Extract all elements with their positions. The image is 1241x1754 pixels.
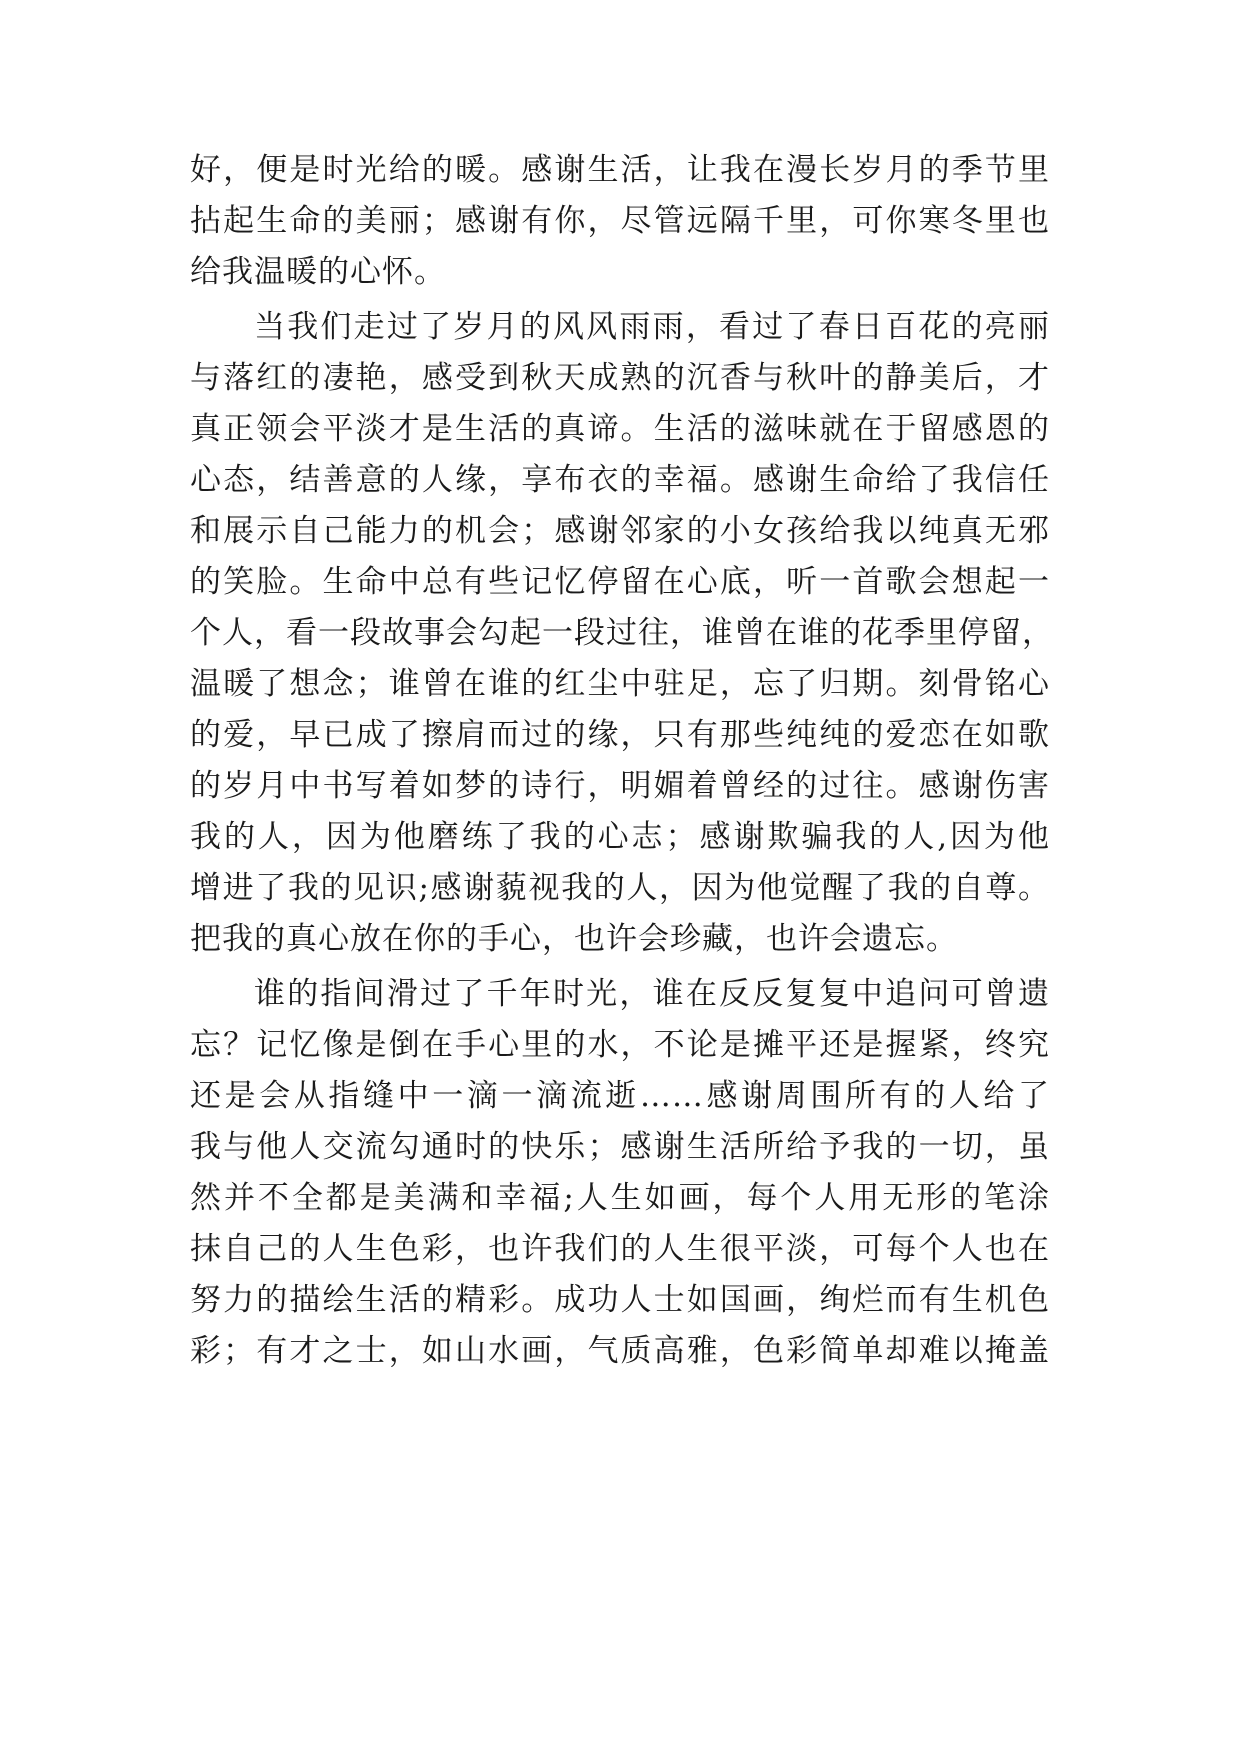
- text-line: 还是会从指缝中一滴一滴流逝……感谢周围所有的人给了: [190, 1078, 1050, 1114]
- text-line: 真正领会平淡才是生活的真谛。生活的滋味就在于留感恩的: [190, 411, 1050, 447]
- text-line: 与落红的凄艳，感受到秋天成熟的沉香与秋叶的静美后，才: [190, 360, 1050, 396]
- text-line: 拈起生命的美丽；感谢有你，尽管远隔千里，可你寒冬里也: [190, 203, 1050, 239]
- text-line: 心态，结善意的人缘，享布衣的幸福。感谢生命给了我信任: [190, 462, 1050, 498]
- text-line: 然并不全都是美满和幸福;人生如画，每个人用无形的笔涂: [190, 1180, 1050, 1216]
- text-line: 温暖了想念；谁曾在谁的红尘中驻足，忘了归期。刻骨铭心: [190, 666, 1050, 702]
- text-line: 增进了我的见识;感谢藐视我的人，因为他觉醒了我的自尊。: [190, 870, 1050, 906]
- text-line: 的爱，早已成了擦肩而过的缘，只有那些纯纯的爱恋在如歌: [190, 717, 1050, 753]
- text-line: 给我温暖的心怀。: [190, 254, 446, 290]
- text-line: 忘？记忆像是倒在手心里的水，不论是摊平还是握紧，终究: [190, 1027, 1050, 1063]
- text-line: 的笑脸。生命中总有些记忆停留在心底，听一首歌会想起一: [190, 564, 1050, 600]
- text-line: 当我们走过了岁月的风风雨雨，看过了春日百花的亮丽: [254, 309, 1050, 345]
- text-line: 我的人，因为他磨练了我的心志；感谢欺骗我的人,因为他: [190, 819, 1050, 855]
- text-line: 把我的真心放在你的手心，也许会珍藏，也许会遗忘。: [190, 921, 958, 957]
- text-line: 彩；有才之士，如山水画，气质高雅，色彩简单却难以掩盖: [190, 1333, 1050, 1369]
- text-line: 抹自己的人生色彩，也许我们的人生很平淡，可每个人也在: [190, 1231, 1050, 1267]
- text-line: 我与他人交流勾通时的快乐；感谢生活所给予我的一切，虽: [190, 1129, 1050, 1165]
- text-line: 好，便是时光给的暖。感谢生活，让我在漫长岁月的季节里: [190, 152, 1050, 188]
- text-line: 的岁月中书写着如梦的诗行，明媚着曾经的过往。感谢伤害: [190, 768, 1050, 804]
- text-line: 努力的描绘生活的精彩。成功人士如国画，绚烂而有生机色: [190, 1282, 1050, 1318]
- text-line: 谁的指间滑过了千年时光，谁在反反复复中追问可曾遗: [254, 976, 1050, 1012]
- text-line: 和展示自己能力的机会；感谢邻家的小女孩给我以纯真无邪: [190, 513, 1050, 549]
- text-line: 个人，看一段故事会勾起一段过往，谁曾在谁的花季里停留，: [190, 615, 1054, 651]
